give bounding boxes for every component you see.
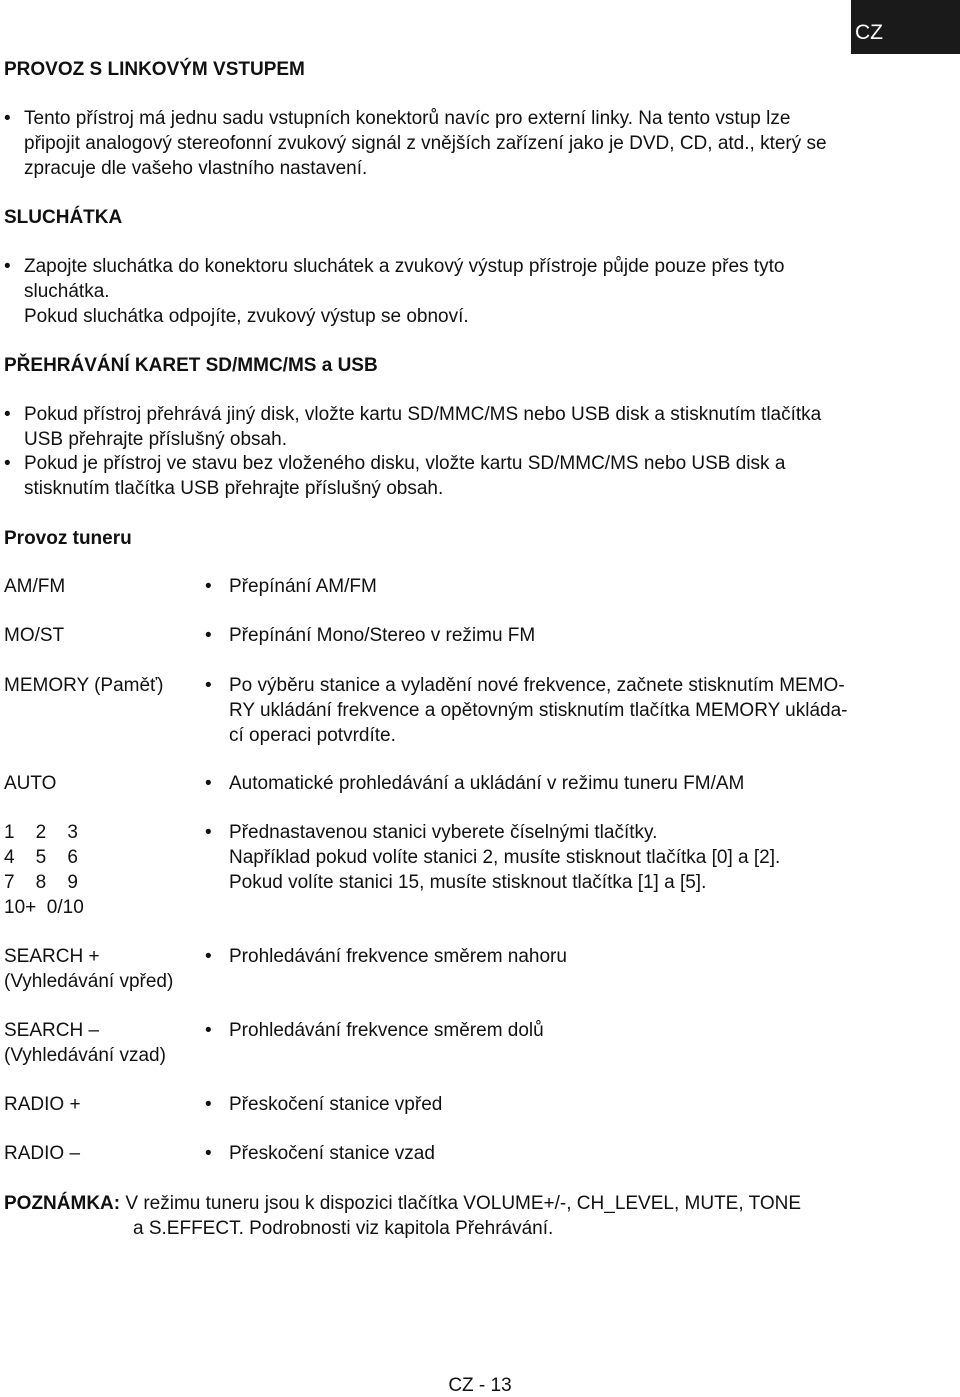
bullet-cards-2 bbox=[4, 451, 904, 501]
tuner-desc-search-down: • Prohledávání frekvence směrem dolů bbox=[205, 1020, 544, 1041]
tuner-label-auto: AUTO bbox=[4, 773, 57, 794]
bullet-dot: • bbox=[205, 822, 212, 843]
note-block bbox=[4, 1191, 924, 1241]
bullet-dot: • bbox=[205, 625, 212, 646]
note-text-2: a S.EFFECT. Podrobnosti viz kapitola Přehrávání. bbox=[133, 1218, 554, 1239]
text-line: Pokud přístroj přehrává jiný disk, vložte kartu SD/MMC/MS nebo USB disk a stisknutím tlačítka bbox=[24, 404, 822, 425]
bullet-cards-1 bbox=[4, 402, 904, 452]
note-label: POZNÁMKA: bbox=[4, 1193, 121, 1214]
tuner-label-search-down: SEARCH – (Vyhledávání vzad) bbox=[4, 1020, 166, 1066]
tuner-desc-radio-up: • Přeskočení stanice vpřed bbox=[205, 1094, 443, 1115]
tuner-label-memory: MEMORY (Paměť) bbox=[4, 675, 164, 696]
tuner-label-radio-down: RADIO – bbox=[4, 1143, 81, 1164]
tuner-label-most: MO/ST bbox=[4, 625, 65, 646]
bullet-dot: • bbox=[205, 576, 212, 597]
heading-line-in: PROVOZ S LINKOVÝM VSTUPEM bbox=[4, 59, 305, 80]
bullet-dot: • bbox=[205, 773, 212, 794]
tuner-desc-numeric: • Přednastavenou stanici vyberete číselnými tlačítky. Například pokud volíte stanici 2, musíte stisknout tlačítka [0] a [2]. Pokud volíte stanici 15, musíte stisknout tlačítka [1] a [5]. bbox=[205, 822, 781, 893]
bullet-line-in bbox=[4, 106, 904, 181]
tuner-desc-auto: • Automatické prohledávání a ukládání v režimu tuneru FM/AM bbox=[205, 773, 745, 794]
text-line: zpracuje dle vašeho vlastního nastavení. bbox=[24, 158, 368, 179]
note-text-1: V režimu tuneru jsou k dispozici tlačítka VOLUME+/-, CH_LEVEL, MUTE, TONE bbox=[120, 1193, 802, 1214]
tuner-label-amfm: AM/FM bbox=[4, 576, 66, 597]
bullet-dot: • bbox=[4, 404, 11, 425]
bullet-dot: • bbox=[205, 1143, 212, 1164]
text-line: stisknutím tlačítka USB přehrajte příslušný obsah. bbox=[24, 478, 444, 499]
heading-cards: PŘEHRÁVÁNÍ KARET SD/MMC/MS a USB bbox=[4, 355, 378, 376]
tuner-label-radio-up: RADIO + bbox=[4, 1094, 81, 1115]
tuner-label-numeric: 1 2 3 4 5 6 7 8 9 10+ 0/10 bbox=[4, 822, 84, 918]
text-line: Tento přístroj má jednu sadu vstupních konektorů navíc pro externí linky. Na tento vstup lze bbox=[24, 108, 791, 129]
text-line: Zapojte sluchátka do konektoru sluchátek a zvukový výstup přístroje půjde pouze přes tyto bbox=[24, 256, 785, 277]
tuner-desc-search-up: • Prohledávání frekvence směrem nahoru bbox=[205, 946, 567, 967]
page-number: CZ - 13 bbox=[448, 1375, 512, 1396]
bullet-headphones bbox=[4, 254, 904, 329]
tuner-label-search-up: SEARCH + (Vyhledávání vpřed) bbox=[4, 946, 174, 992]
tuner-desc-most: • Přepínání Mono/Stereo v režimu FM bbox=[205, 625, 536, 646]
text-line: připojit analogový stereofonní zvukový signál z vnějších zařízení jako je DVD, CD, atd., který se bbox=[24, 133, 827, 154]
bullet-dot: • bbox=[205, 946, 212, 967]
bullet-dot: • bbox=[4, 108, 11, 129]
tuner-desc-amfm: • Přepínání AM/FM bbox=[205, 576, 377, 597]
bullet-dot: • bbox=[4, 453, 11, 474]
heading-tuner: Provoz tuneru bbox=[4, 528, 132, 549]
bullet-dot: • bbox=[205, 1094, 212, 1115]
text-line: Pokud sluchátka odpojíte, zvukový výstup se obnoví. bbox=[24, 306, 469, 327]
heading-headphones: SLUCHÁTKA bbox=[4, 207, 123, 228]
text-line: sluchátka. bbox=[24, 281, 110, 302]
tuner-desc-radio-down: • Přeskočení stanice vzad bbox=[205, 1143, 435, 1164]
language-tab: CZ bbox=[851, 0, 960, 54]
bullet-dot: • bbox=[4, 256, 11, 277]
text-line: Pokud je přístroj ve stavu bez vloženého disku, vložte kartu SD/MMC/MS nebo USB disk a bbox=[24, 453, 786, 474]
bullet-dot: • bbox=[205, 1020, 212, 1041]
bullet-dot: • bbox=[205, 675, 212, 696]
text-line: USB přehrajte příslušný obsah. bbox=[24, 429, 287, 450]
tuner-desc-memory: • Po výběru stanice a vyladění nové frekvence, začnete stisknutím MEMO- RY ukládání frekvence a opětovným stisknutím tlačítka MEMORY ukláda- cí operaci potvrdíte. bbox=[205, 675, 848, 746]
